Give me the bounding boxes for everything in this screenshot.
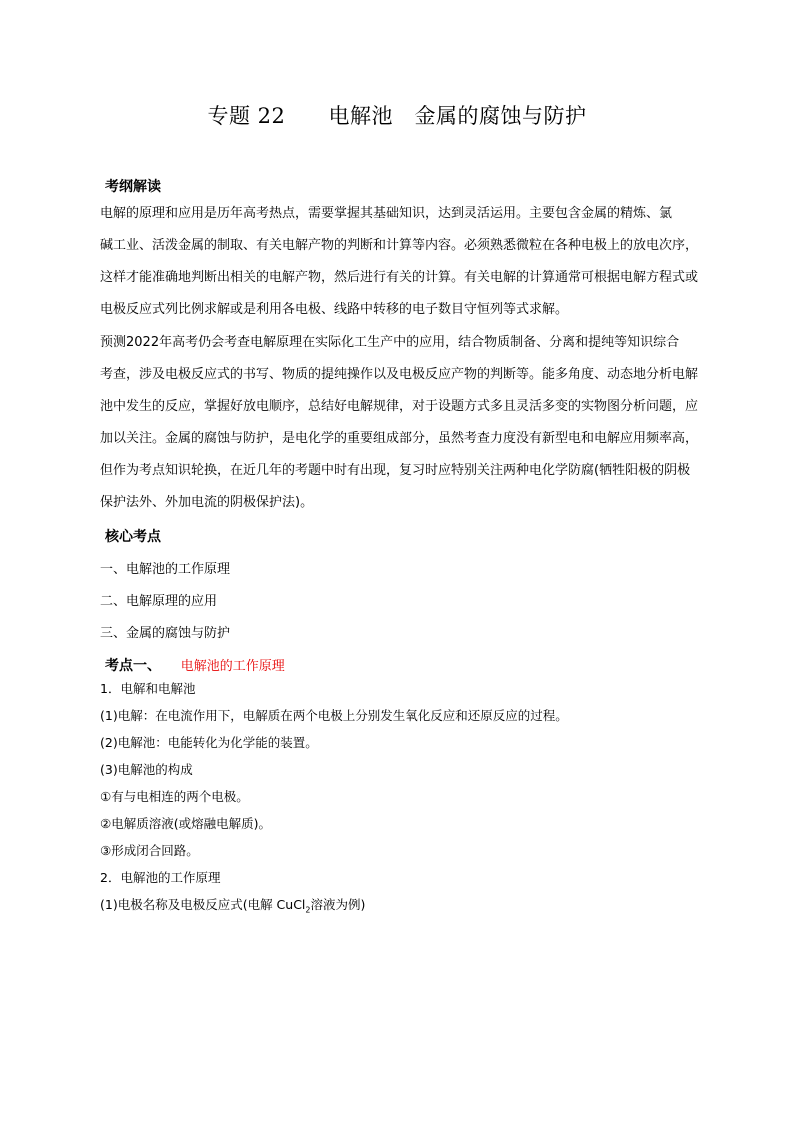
content-line-8: 2．电解池的工作原理: [100, 870, 221, 885]
paragraph-line: 但作为考点知识轮换，在近几年的考题中时有出现，复习时应特别关注两种电化学防腐(牺牲阳极的阴极: [100, 463, 691, 478]
toc-item-2: 二、电解原理的应用: [100, 594, 218, 609]
paragraph-line: 考查，涉及电极反应式的书写、物质的提纯操作以及电极反应产物的判断等。能多角度、动态地分析电解: [100, 367, 699, 382]
section-heading-syllabus: 考纲解读: [105, 179, 161, 195]
content-line-9-post: 溶液为例): [310, 897, 366, 912]
toc-item-1: 一、电解池的工作原理: [100, 562, 231, 577]
paragraph-syllabus-1: [100, 198, 720, 326]
toc-item-3: 三、金属的腐蚀与防护: [100, 626, 231, 641]
point-one-prefix: 考点一、: [105, 658, 161, 674]
paragraph-line: 电极反应式列比例求解或是利用各电极、线路中转移的电子数目守恒列等式求解。: [100, 302, 569, 317]
content-line-7: ③形成闭合回路。: [100, 843, 199, 858]
paragraph-line: 预测2022年高考仍会考查电解原理在实际化工生产中的应用，结合物质制备、分离和提纯等知识综合: [100, 335, 680, 350]
paragraph-syllabus-2: [100, 327, 720, 519]
section-heading-point-one: [105, 655, 285, 675]
content-line-9: [100, 895, 365, 915]
paragraph-line: 这样才能准确地判断出相关的电解产物，然后进行有关的计算。有关电解的计算通常可根据电解方程式或: [100, 270, 699, 285]
page-title: 专题 22 电解池 金属的腐蚀与防护: [207, 104, 587, 128]
section-heading-core: 核心考点: [105, 529, 161, 545]
paragraph-line: 池中发生的反应，掌握好放电顺序，总结好电解规律，对于设题方式多且灵活多变的实物图分析问题，应: [100, 399, 699, 414]
content-line-5: ①有与电相连的两个电极。: [100, 789, 249, 804]
content-line-6: ②电解质溶液(或熔融电解质)。: [100, 816, 271, 831]
paragraph-line: 电解的原理和应用是历年高考热点，需要掌握其基础知识，达到灵活运用。主要包含金属的精炼、氯: [100, 206, 673, 221]
content-line-1: 1．电解和电解池: [100, 681, 196, 696]
content-line-4: (3)电解池的构成: [100, 762, 193, 777]
content-line-9-subscript: 2: [305, 905, 311, 915]
paragraph-line: 碱工业、活泼金属的制取、有关电解产物的判断和计算等内容。必须熟悉微粒在各种电极上的放电次序，: [100, 238, 699, 253]
paragraph-line: 保护法外、外加电流的阴极保护法)。: [100, 495, 314, 510]
paragraph-line: 加以关注。金属的腐蚀与防护，是电化学的重要组成部分，虽然考查力度没有新型电和电解应用频率高，: [100, 431, 699, 446]
content-line-2: (1)电解：在电流作用下，电解质在两个电极上分别发生氧化反应和还原反应的过程。: [100, 708, 568, 723]
content-line-9-pre: (1)电极名称及电极反应式(电解 CuCl: [100, 897, 306, 912]
point-one-topic: 电解池的工作原理: [180, 659, 285, 674]
content-line-3: (2)电解池：电能转化为化学能的装置。: [100, 735, 318, 750]
